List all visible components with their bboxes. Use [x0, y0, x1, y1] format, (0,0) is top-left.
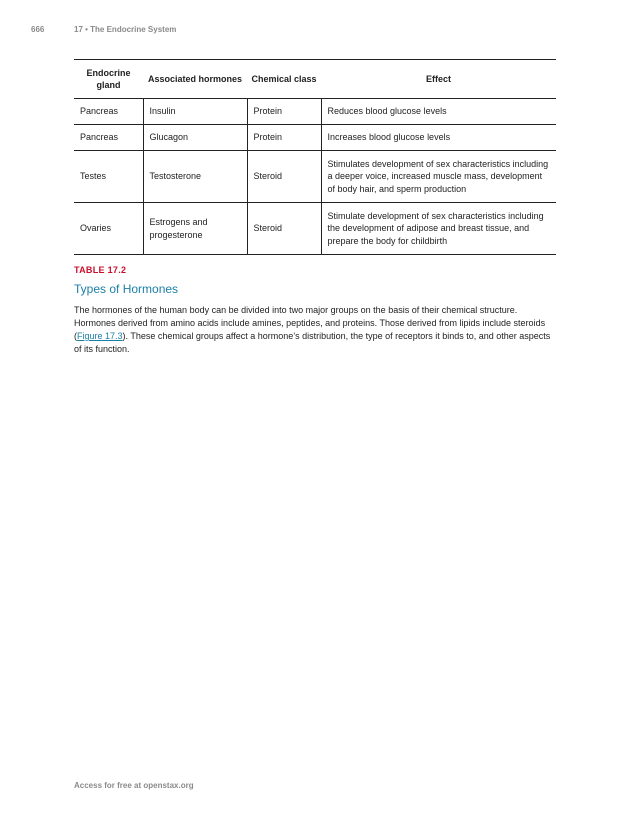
table-cell: Pancreas	[74, 99, 143, 125]
page-footer: Access for free at openstax.org	[74, 781, 194, 790]
table-cell: Increases blood glucose levels	[321, 125, 556, 151]
table-cell: Testes	[74, 151, 143, 203]
table-row	[74, 99, 556, 125]
table-cell: Glucagon	[143, 125, 247, 151]
section-heading: Types of Hormones	[74, 282, 179, 296]
table-cell: Testosterone	[143, 151, 247, 203]
paragraph-text-end: ). These chemical groups affect a hormone’s distribution, the type of receptors it binds to, and other aspects of its function.	[74, 331, 551, 354]
column-header-endocrine-gland: Endocrine gland	[86, 67, 131, 90]
table-row	[74, 203, 556, 255]
column-header-associated-hormones: Associated hormones	[147, 73, 243, 84]
table-cell: Stimulates development of sex characteristics including a deeper voice, increased muscle mass, development of body hair, and sperm production	[321, 151, 556, 203]
figure-link[interactable]: Figure 17.3	[77, 331, 123, 341]
page-number: 666	[31, 25, 45, 34]
table-cell: Steroid	[247, 203, 321, 255]
hormones-table	[74, 59, 556, 255]
table-cell: Insulin	[143, 99, 247, 125]
column-header-chemical-class: Chemical class	[251, 73, 317, 84]
table-cell: Reduces blood glucose levels	[321, 99, 556, 125]
table-cell: Stimulate development of sex characteristics including the development of adipose and breast tissue, and prepare the body for childbirth	[321, 203, 556, 255]
paragraph-text-start: The hormones of the human body can be divided into two major groups on the basis of their chemical structure. Hormones derived from amino acids include amines, peptides, and proteins. Those derived from lipids include steroids (	[74, 305, 546, 341]
page-header	[31, 25, 176, 34]
table-header-row	[74, 60, 556, 99]
table-row	[74, 125, 556, 151]
table-cell: Steroid	[247, 151, 321, 203]
table-cell: Pancreas	[74, 125, 143, 151]
body-paragraph	[74, 304, 558, 356]
table-cell: Protein	[247, 99, 321, 125]
table-cell: Ovaries	[74, 203, 143, 255]
table-row	[74, 151, 556, 203]
column-header-effect: Effect	[425, 73, 451, 84]
table-cell: Protein	[247, 125, 321, 151]
table-caption: TABLE 17.2	[74, 265, 127, 275]
chapter-title: 17 • The Endocrine System	[74, 25, 177, 34]
table-cell: Estrogens and progesterone	[143, 203, 247, 255]
